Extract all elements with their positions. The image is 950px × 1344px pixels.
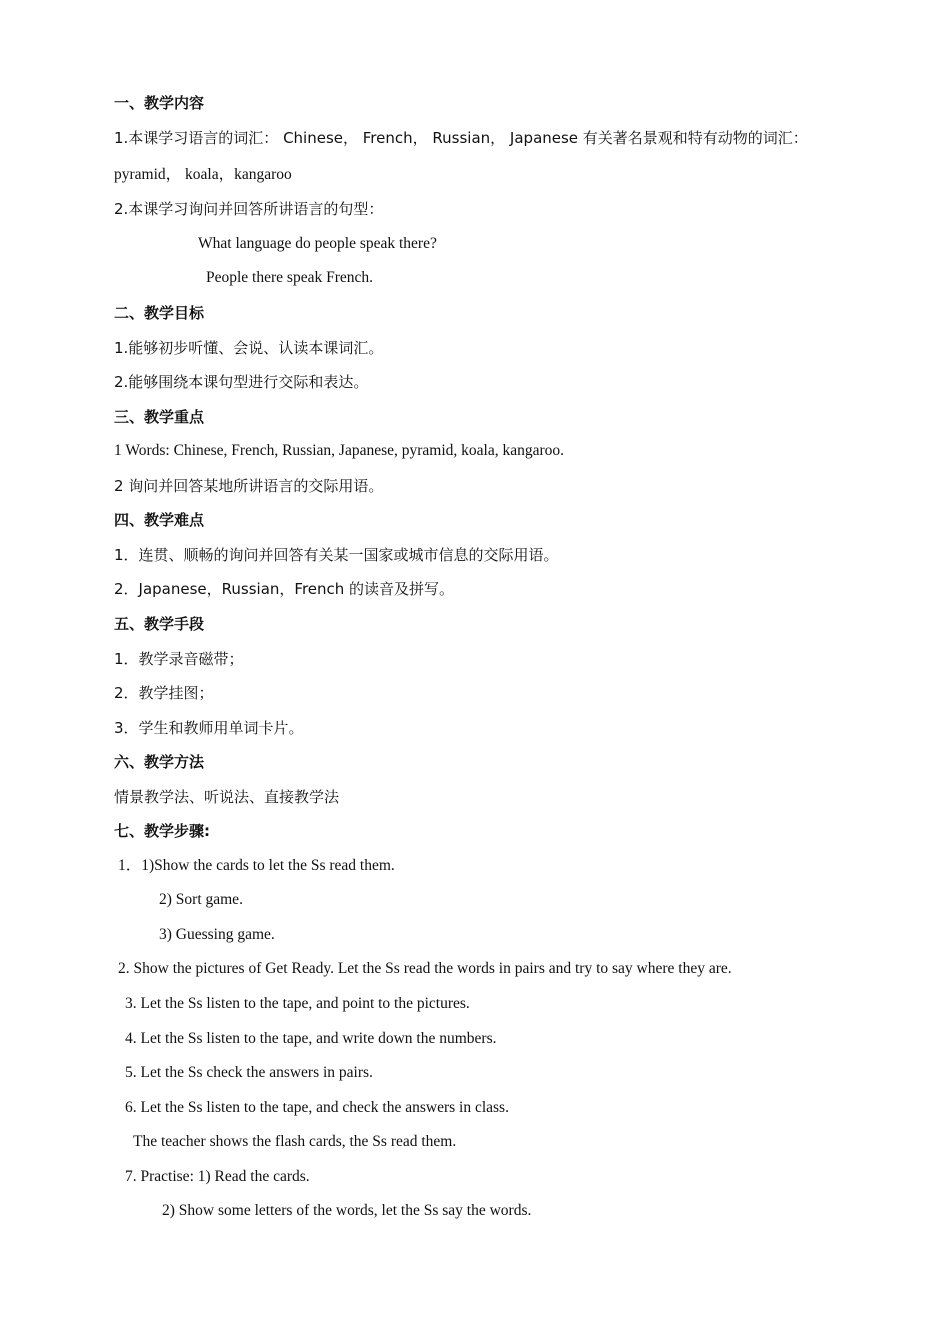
means-1: 1．教学录音磁带； [114, 650, 244, 668]
section-heading-steps: 七、教学步骤: [114, 822, 210, 840]
step-5: 5. Let the Ss check the answers in pairs. [125, 1064, 373, 1081]
section-heading-means: 五、教学手段 [114, 615, 205, 633]
means-2: 2．教学挂图； [114, 684, 214, 702]
content-pattern-line: 2.本课学习询问并回答所讲语言的句型： [114, 200, 384, 218]
key-point-2: 2 询问并回答某地所讲语言的交际用语。 [114, 477, 384, 495]
section-heading-difficulties: 四、教学难点 [114, 511, 205, 529]
step-6-note: The teacher shows the flash cards, the Ss read them. [133, 1133, 457, 1150]
step-3: 3. Let the Ss listen to the tape, and point to the pictures. [125, 995, 470, 1012]
difficulty-1: 1．连贯、顺畅的询问并回答有关某一国家或城市信息的交际用语。 [114, 546, 559, 564]
objective-1: 1.能够初步听懂、会说、认读本课词汇。 [114, 339, 384, 357]
content-vocabulary-line: 1.本课学习语言的词汇： Chinese， French， Russian， Japanese 有关著名景观和特有动物的词汇： [114, 129, 808, 147]
step-6: 6. Let the Ss listen to the tape, and check the answers in class. [125, 1099, 509, 1116]
section-heading-objectives: 二、教学目标 [114, 304, 205, 322]
step-4: 4. Let the Ss listen to the tape, and write down the numbers. [125, 1030, 497, 1047]
content-pattern-question: What language do people speak there? [198, 235, 437, 252]
content-pattern-answer: People there speak French. [206, 269, 373, 286]
means-3: 3．学生和教师用单词卡片。 [114, 719, 304, 737]
step-1-c: 3) Guessing game. [159, 926, 275, 943]
step-7-b: 2) Show some letters of the words, let the Ss say the words. [162, 1202, 532, 1219]
step-7-a: 7. Practise: 1) Read the cards. [125, 1168, 310, 1185]
step-2: 2. Show the pictures of Get Ready. Let the Ss read the words in pairs and try to say where they are. [118, 960, 732, 977]
difficulty-2: 2．Japanese，Russian，French 的读音及拼写。 [114, 580, 455, 598]
content-vocabulary-words: pyramid， koala，kangaroo [114, 166, 292, 183]
methods-line: 情景教学法、听说法、直接教学法 [114, 788, 340, 806]
objective-2: 2.能够围绕本课句型进行交际和表达。 [114, 373, 369, 391]
step-1-a: 1．1)Show the cards to let the Ss read them. [118, 857, 395, 874]
step-1-b: 2) Sort game. [159, 891, 243, 908]
key-point-1: 1 Words: Chinese, French, Russian, Japanese, pyramid, koala, kangaroo. [114, 442, 565, 459]
section-heading-key-points: 三、教学重点 [114, 408, 205, 426]
section-heading-methods: 六、教学方法 [114, 753, 205, 771]
section-heading-content: 一、教学内容 [114, 94, 205, 112]
